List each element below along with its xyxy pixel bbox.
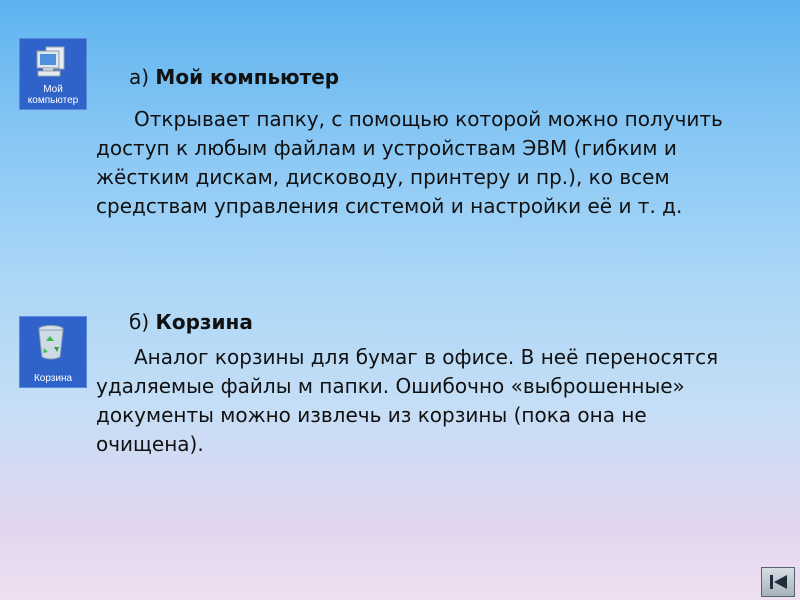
recycle-bin-caption: Корзина	[33, 373, 73, 384]
my-computer-caption	[20, 84, 86, 106]
section-body-recycle-bin	[96, 343, 746, 459]
section-heading-recycle-bin	[129, 308, 253, 337]
caption-line: Мой	[43, 84, 63, 95]
recycle-bin-icon-tile	[19, 316, 87, 388]
section-body-text: Аналог корзины для бумаг в офисе. В неё переносятся удаляемые файлы м папки. Ошибочно «выброшенные» документы можно извлечь из корзины (пока она не очищена).	[96, 345, 719, 456]
section-body-my-computer	[96, 105, 746, 221]
section-title: Корзина	[155, 310, 253, 334]
first-slide-button[interactable]	[761, 567, 795, 597]
my-computer-icon-tile	[19, 38, 87, 110]
computer-icon	[34, 43, 74, 81]
section-heading-my-computer	[129, 63, 339, 92]
section-title: Мой компьютер	[155, 65, 340, 89]
section-prefix: а)	[129, 65, 156, 89]
section-body-text: Открывает папку, с помощью которой можно получить доступ к любым файлам и устройствам ЭВМ (гибким и жёстким дискам, дисководу, принтеру и пр.), ко всем средствам управления системой и настройки её и т. д.	[96, 107, 723, 218]
first-slide-icon	[768, 573, 790, 591]
caption-line: компьютер	[27, 95, 79, 106]
recycle-bin-icon	[34, 321, 74, 361]
section-prefix: б)	[129, 310, 156, 334]
